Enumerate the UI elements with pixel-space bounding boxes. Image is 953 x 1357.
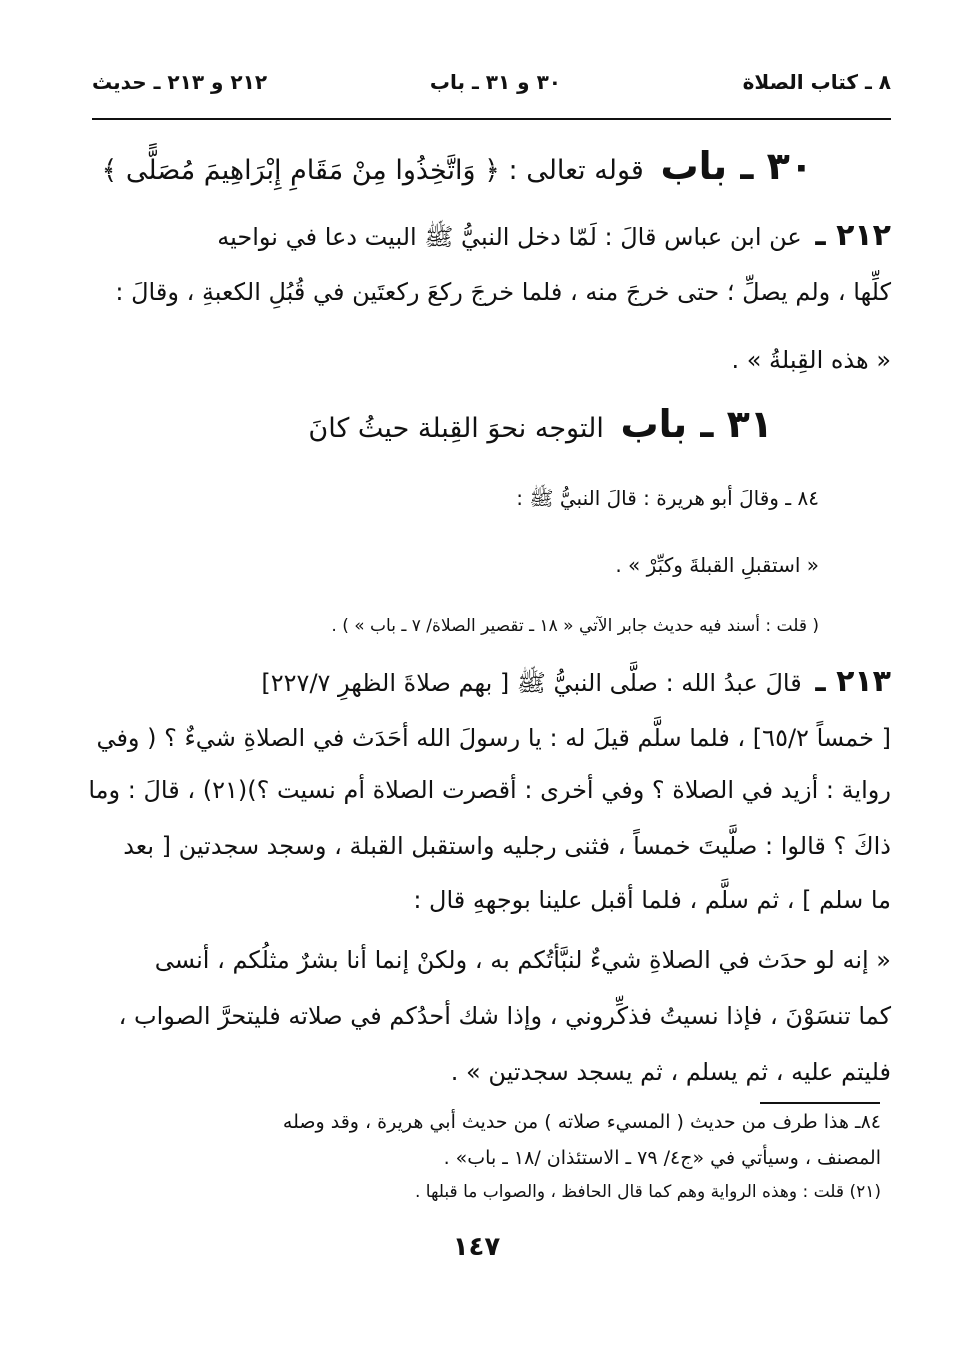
footnote-divider	[760, 1102, 880, 1104]
running-header	[92, 70, 891, 104]
header-hadith-range: ٢١٢ و ٢١٣ ـ حديث	[92, 70, 268, 94]
hadith-213-line-4: ذاكَ ؟ قالوا : صلَّيتَ خمساً ، فثنى رجليه واستقبل القبلة ، وسجد سجدتين [ بعد	[123, 832, 891, 860]
footnote-21: (٢١) قلت : وهذه الرواية وهم كما قال الحافظ ، والصواب ما قبلها .	[414, 1182, 881, 1202]
hadith-212-line-3: « هذه القِبلةُ » .	[731, 346, 891, 374]
hadith-213-line-7: كما تنسَوْنَ ، فإذا نسيتُ فذكِّروني ، وإذا شك أحدُكم في صلاته فليتحرَّ الصواب ،	[118, 1002, 891, 1030]
hadith-213-line-8: فليتم عليه ، ثم يسلم ، ثم يسجد سجدتين » .	[450, 1058, 891, 1086]
header-chapter: ٨ ـ كتاب الصلاة	[742, 70, 891, 94]
header-divider	[92, 118, 891, 120]
bab-31-title: التوجه نحوَ القِبلة حيثُ كانَ	[308, 413, 604, 444]
hadith-212-text-1: عن ابن عباس قالَ : لَمّا دخل النبيُّ ﷺ البيت دعا في نواحيه	[217, 223, 802, 251]
page-number: ١٤٧	[452, 1232, 501, 1262]
footnote-84-line-1: ٨٤ـ هذا طرف من حديث ( المسيء صلاته ) من حديث أبي هريرة ، وقد وصله	[282, 1111, 881, 1133]
hadith-213-number: ٢١٣ ـ	[815, 664, 891, 699]
hadith-212-number: ٢١٢ ـ	[815, 218, 891, 253]
footnote-84-line-2: المصنف ، وسيأتي في «ج٤/ ٧٩ ـ الاستئذان /١٨ ـ باب» .	[443, 1147, 881, 1169]
header-bab-range: ٣٠ و ٣١ ـ باب	[429, 70, 561, 94]
hadith-213-text-1: قالَ عبدُ الله : صلَّى النبيُّ ﷺ [ بهم صلاةَ الظهرِ ٢٢٧/٧]	[261, 669, 802, 697]
hadith-213-line-3: رواية : أزيد في الصلاة ؟ وفي أخرى : أقصرت الصلاة أم نسيت ؟)(٢١) ، قالَ : وما	[88, 776, 891, 804]
bab-31-heading	[80, 404, 773, 449]
hadith-212-line-1	[80, 216, 891, 257]
bab-30-number: ٣٠ ـ باب	[660, 144, 813, 188]
bab-30-heading	[80, 146, 813, 191]
hadith-213-line-5: ما سلم ] ، ثم سلَّم ، فلما أقبل علينا بوجههِ قال :	[413, 886, 891, 914]
hadith-213-line-2: [ خمساً ٦٥/٢] ، فلما سلَّم قيلَ له : يا رسولَ الله أحَدَث في الصلاةِ شيءٌ ؟ ( وفي	[96, 724, 891, 752]
athar-84-line-1: ٨٤ ـ وقالَ أبو هريرة : قالَ النبيُّ ﷺ :	[516, 486, 819, 510]
hadith-213-line-6: « إنه لو حدَث في الصلاةِ شيءٌ لنبَّأتُكم به ، ولكنْ إنما أنا بشرٌ مثلُكم ، أنسى	[154, 946, 891, 974]
bab-31-number: ٣١ ـ باب	[620, 402, 773, 446]
hadith-213-line-1	[80, 662, 891, 703]
bab-30-title: قوله تعالى : ﴿ وَاتَّخِذُوا مِنْ مَقَامِ إِبْرَاهِيمَ مُصَلًّى ﴾	[101, 155, 644, 186]
athar-84-line-2: « استقبلِ القبلةَ وكبِّرْ » .	[615, 553, 819, 577]
hadith-212-line-2: كلِّها ، ولم يصلِّ ؛ حتى خرجَ منه ، فلما خرجَ ركعَ ركعتَين في قُبُلِ الكعبةِ ، وقالَ :	[115, 278, 891, 306]
athar-84-note: ( قلت : أسند فيه حديث جابر الآتي « ١٨ ـ تقصير الصلاة/ ٧ ـ باب » ) .	[331, 616, 819, 636]
